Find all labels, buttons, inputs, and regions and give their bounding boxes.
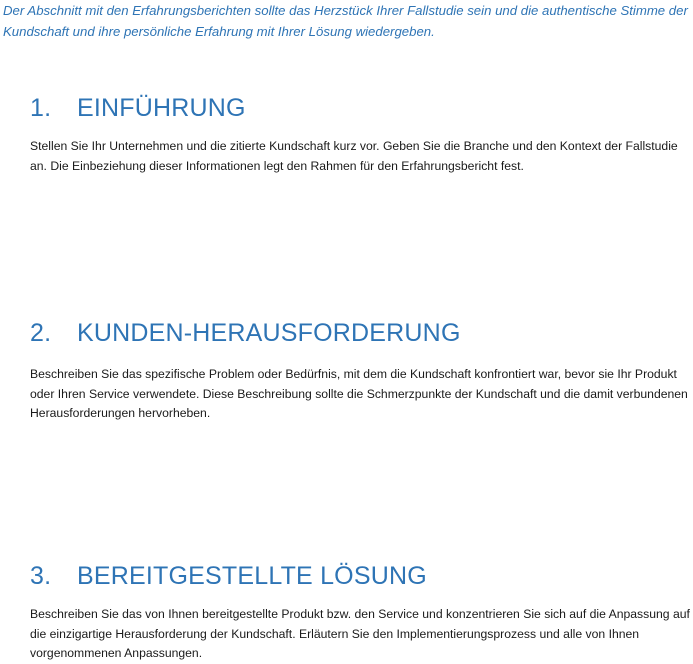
section-title: KUNDEN-HERAUSFORDERUNG: [77, 319, 461, 347]
section-number: 3.: [30, 562, 52, 590]
section-number: 1.: [30, 94, 52, 122]
section-body-provided-solution: Beschreiben Sie das von Ihnen bereitgestellte Produkt bzw. den Service und konzentrieren Sie sich auf die Anpassung auf die einzigartige Herausforderung der Kundschaft. Erläutern Sie den Implementierungsprozess und alle von Ihnen vorgenommenen Anpassungen.: [30, 607, 690, 660]
intro-paragraph: Der Abschnitt mit den Erfahrungsberichten sollte das Herzstück Ihrer Fallstudie sein und die authentische Stimme der Kundschaft und ihre persönliche Erfahrung mit Ihrer Lösung wiedergeben.: [3, 3, 688, 39]
section-title: BEREITGESTELLTE LÖSUNG: [77, 562, 427, 590]
section-title: EINFÜHRUNG: [77, 94, 246, 122]
section-body-customer-challenge: Beschreiben Sie das spezifische Problem oder Bedürfnis, mit dem die Kundschaft konfrontiert war, bevor sie Ihr Produkt oder Ihren Service verwendete. Diese Beschreibung sollte die Schmerzpunkte der Kundschaft und die damit verbundenen Herausforderungen hervorheben.: [30, 367, 688, 420]
section-heading-customer-challenge: [30, 318, 461, 348]
section-body-introduction: Stellen Sie Ihr Unternehmen und die zitierte Kundschaft kurz vor. Geben Sie die Branche und den Kontext der Fallstudie an. Die Einbeziehung dieser Informationen legt den Rahmen für den Erfahrungsbericht fest.: [30, 139, 678, 173]
section-heading-provided-solution: [30, 561, 427, 591]
section-heading-introduction: [30, 93, 246, 123]
section-number: 2.: [30, 319, 52, 347]
